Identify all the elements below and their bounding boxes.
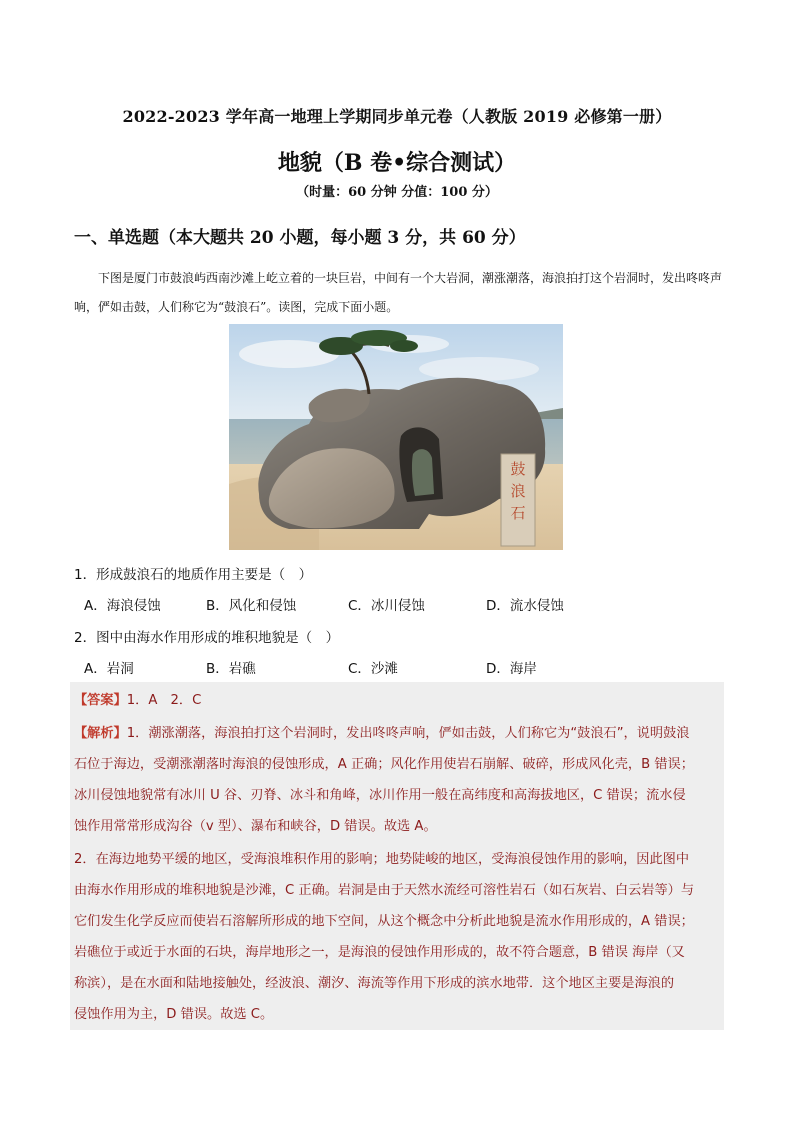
- page-title: 地貌（B 卷•综合测试）: [277, 150, 517, 176]
- analysis-line-1: [74, 722, 724, 741]
- question-1-stem: 1．形成鼓浪石的地质作用主要是（ ）: [74, 567, 313, 583]
- question-2-options: [84, 657, 744, 677]
- q2-option-a: A．岩洞: [84, 661, 134, 677]
- q2-option-d: D．海岸: [486, 661, 537, 677]
- q1-option-b: B．风化和侵蚀: [206, 598, 297, 614]
- section-heading: 一、单选题（本大题共 20 小题，每小题 3 分，共 60 分）: [74, 228, 526, 248]
- question-1-options: [84, 594, 744, 614]
- analysis-line-8: 岩礁位于或近于水面的石块，海岸地形之一，是海浪的侵蚀作用形成的，故不符合题意，B 错误 海岸（又: [74, 945, 685, 960]
- time-and-score-line: （时量：60 分钟 分值：100 分）: [296, 185, 498, 200]
- q1-option-c: C．冰川侵蚀: [348, 598, 425, 614]
- analysis-line-10: 侵蚀作用为主，D 错误。故选 C。: [74, 1007, 274, 1022]
- sign-char-1: 鼓: [510, 460, 526, 478]
- q2-option-c: C．沙滩: [348, 661, 398, 677]
- answer-text: 1．A 2．C: [126, 693, 202, 708]
- analysis-line-7: 它们发生化学反应而使岩石溶解所形成的地下空间，从这个概念中分析此地貌是流水作用形成的，A 错误；: [74, 914, 694, 929]
- analysis-line-4: 蚀作用常常形成沟谷（v 型）、瀑布和峡谷，D 错误。故选 A。: [74, 819, 437, 834]
- question-2-stem: 2．图中由海水作用形成的堆积地貌是（ ）: [74, 630, 340, 646]
- gulangshi-rock-photo: [229, 324, 563, 550]
- series-title: 2022-2023 学年高一地理上学期同步单元卷（人教版 2019 必修第一册）: [122, 107, 672, 126]
- analysis-text-1: 1．潮涨潮落，海浪拍打这个岩洞时，发出咚咚声响，俨如击鼓，人们称它为“鼓浪石”，说明鼓浪: [126, 726, 690, 741]
- analysis-line-5: 2．在海边地势平缓的地区，受海浪堆积作用的影响；地势陡峻的地区，受海浪侵蚀作用的影响，因此图中: [74, 852, 690, 867]
- answer-tag: 【答案】: [74, 693, 127, 708]
- q1-option-a: A．海浪侵蚀: [84, 598, 161, 614]
- analysis-line-9: 称滨），是在水面和陆地接触处，经波浪、潮汐、海流等作用下形成的滨水地带．这个地区主要是海浪的: [74, 976, 675, 991]
- sign-char-3: 石: [510, 504, 526, 522]
- analysis-tag: 【解析】: [74, 726, 127, 741]
- answer-line: [74, 689, 724, 708]
- q1-option-d: D．流水侵蚀: [486, 598, 564, 614]
- analysis-line-2: 石位于海边，受潮涨潮落时海浪的侵蚀形成，A 正确；风化作用使岩石崩解、破碎，形成风化壳，B 错误；: [74, 757, 694, 772]
- sign-char-2: 浪: [510, 482, 526, 500]
- question-intro: 下图是厦门市鼓浪屿西南沙滩上屹立着的一块巨岩，中间有一个大岩洞，潮涨潮落，海浪拍打这个岩洞时，发出咚咚声响，俨如击鼓，人们称它为“鼓浪石”。读图，完成下面小题。: [74, 271, 723, 314]
- q2-option-b: B．岩礁: [206, 661, 256, 677]
- rock-photo-illustration: [229, 324, 563, 550]
- analysis-line-6: 由海水作用形成的堆积地貌是沙滩，C 正确。岩洞是由于天然水流经可溶性岩石（如石灰岩、白云岩等）与: [74, 883, 695, 898]
- analysis-line-3: 冰川侵蚀地貌常有冰川 U 谷、刃脊、冰斗和角峰，冰川作用一般在高纬度和高海拔地区，C 错误；流水侵: [74, 788, 686, 803]
